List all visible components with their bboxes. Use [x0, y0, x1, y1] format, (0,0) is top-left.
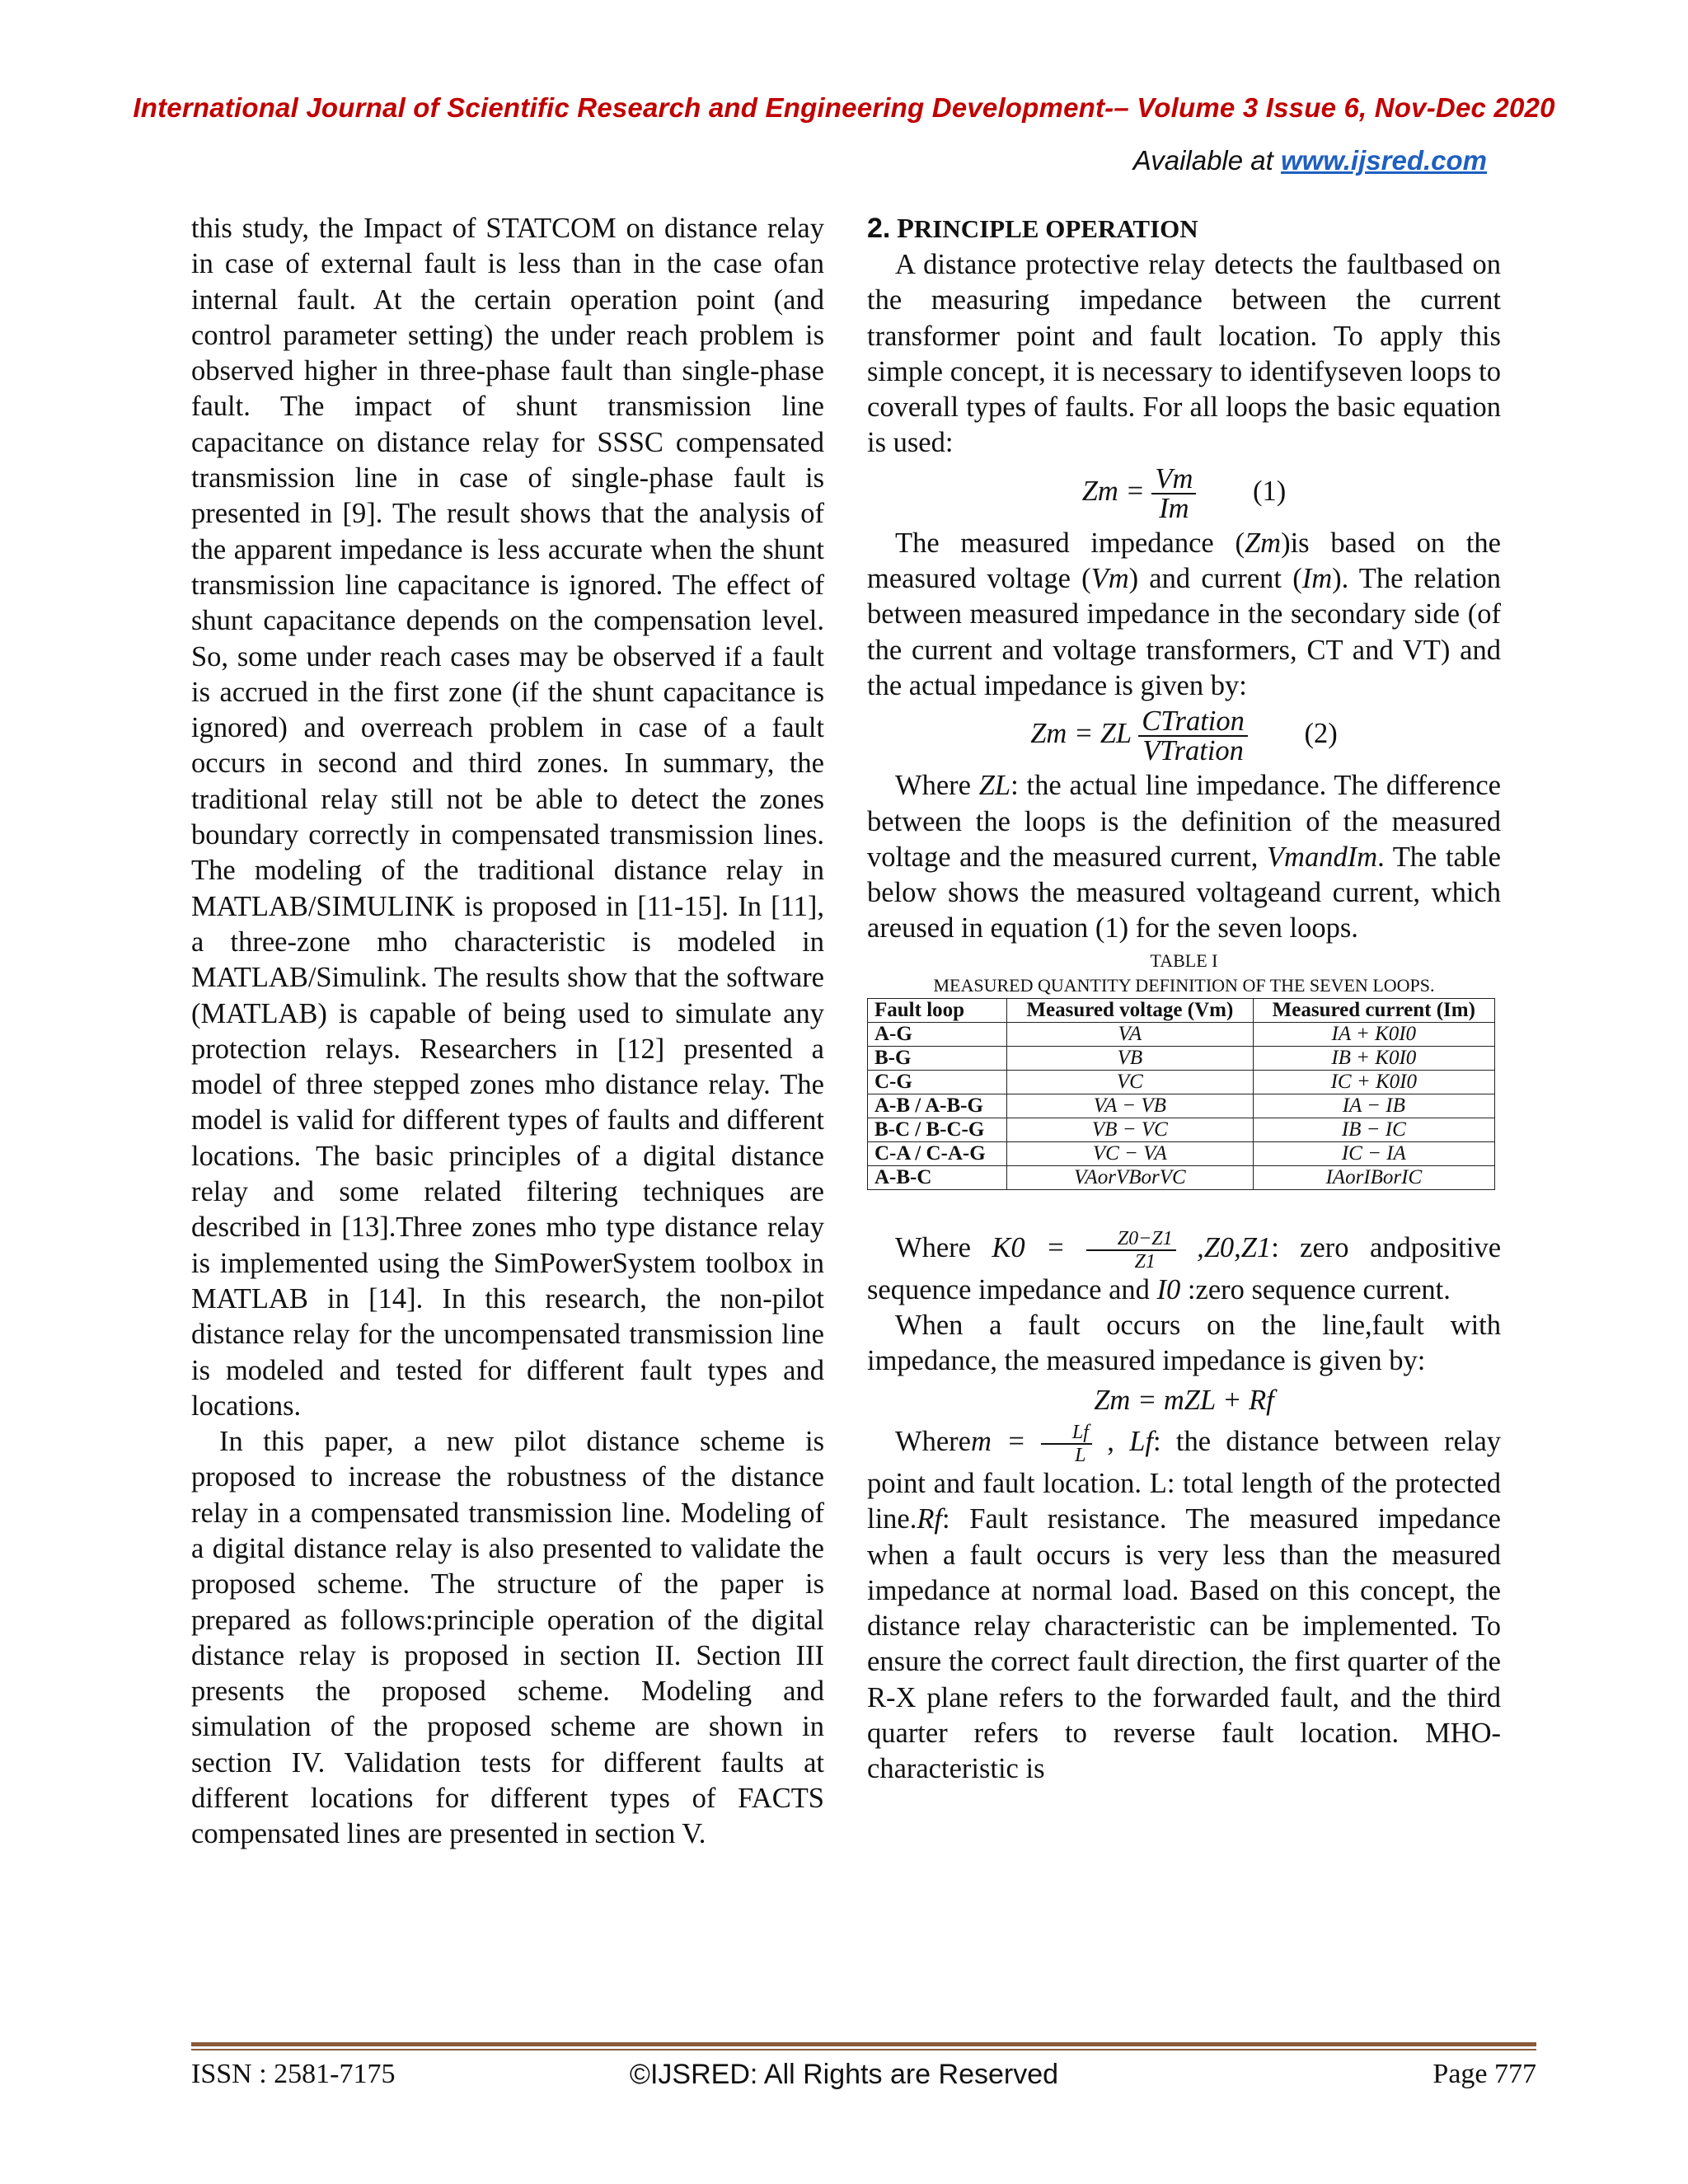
- k0-fraction: [1086, 1228, 1176, 1272]
- k0-numerator: Z0−Z1: [1086, 1228, 1176, 1251]
- table-cell: IA + K0I0: [1253, 1022, 1494, 1046]
- table-title: TABLE I: [1150, 949, 1218, 971]
- p4-i0: I0: [1156, 1273, 1181, 1305]
- section-title-initial: P: [897, 213, 914, 244]
- section-title-rest: RINCIPLE OPERATION: [913, 214, 1198, 243]
- section-heading: [867, 211, 1501, 247]
- p6-text-d: : Fault resistance. The measured impedance when a fault occurs is very less than the measured impedance at normal load. Based on this concept, the distance relay characteristic can be implemented. To ensure the correct fault direction, the first quarter of the R-X plane refers to the forwarded fault, and the third quarter refers to reverse fault location. MHO-characteristic is: [867, 1503, 1501, 1785]
- p6-comma: ,: [1107, 1425, 1114, 1457]
- measured-quantity-table: [867, 998, 1495, 1190]
- table-cell: A-B-C: [868, 1165, 1007, 1189]
- p6-lf: Lf: [1129, 1425, 1153, 1457]
- footer-divider-thick: [191, 2042, 1536, 2046]
- p4-text-d: :zero sequence current.: [1187, 1273, 1451, 1305]
- right-paragraph-2: [867, 526, 1501, 704]
- k0-denominator: Z1: [1134, 1250, 1156, 1272]
- p2-vm: Vm: [1090, 563, 1129, 595]
- p4-text-a: Where: [895, 1231, 971, 1263]
- table-cell: VA: [1007, 1022, 1254, 1046]
- p6-m: m =: [970, 1425, 1026, 1457]
- table-header-row: [868, 998, 1495, 1022]
- table-cell: IC − IA: [1253, 1141, 1494, 1165]
- p6-rf: Rf: [917, 1503, 943, 1535]
- table-row: [868, 1070, 1495, 1094]
- table-cell: A-G: [868, 1022, 1007, 1046]
- table-header-cell: Fault loop: [868, 998, 1007, 1022]
- table-row: [868, 1046, 1495, 1070]
- p3-vm-and-im: VmandIm: [1266, 841, 1378, 873]
- p3-text-b: : the actual line impedance. The difference between the loops is the definition of the measured voltage and the measured current,: [867, 770, 1501, 873]
- right-column: [867, 211, 1501, 1788]
- table-header-cell: Measured voltage (Vm): [1007, 998, 1254, 1022]
- right-paragraph-3: [867, 768, 1501, 946]
- p4-z0-z1: ,Z0,Z1: [1197, 1231, 1272, 1263]
- p3-zl: ZL: [978, 770, 1011, 802]
- p6-text-c: : the distance between relay point and fault location. L: total length of the protected line.: [867, 1425, 1502, 1535]
- eq2-label: (2): [1304, 718, 1338, 750]
- table-cell: B-G: [868, 1046, 1007, 1070]
- available-prefix: Available at: [1132, 145, 1273, 176]
- equation-1: [867, 462, 1501, 524]
- eq2-numerator: CTration: [1138, 707, 1248, 737]
- table-cell: VB: [1007, 1046, 1254, 1070]
- table-cell: C-G: [868, 1070, 1007, 1094]
- table-cell: VB − VC: [1007, 1118, 1254, 1141]
- table-cell: A-B / A-B-G: [868, 1094, 1007, 1118]
- p3-text-c: . The table below shows the measured voltageand current, which areused in equation (1) for the seven loops.: [867, 841, 1501, 944]
- table-row: [868, 1141, 1495, 1165]
- table-cell: VAorVBorVC: [1007, 1165, 1254, 1189]
- p2-text-d: ). The relation between measured impedance in the secondary side (of the current and voltage transformers, CT and VT) and the actual impedance is given by:: [867, 563, 1501, 701]
- right-paragraph-6: [867, 1422, 1501, 1788]
- table-cell: IC + K0I0: [1253, 1070, 1494, 1094]
- p2-text-c: ) and current (: [1128, 563, 1302, 595]
- table-cell: B-C / B-C-G: [868, 1118, 1007, 1141]
- p3-text-a: Where: [895, 770, 971, 802]
- footer-divider-thin: [191, 2049, 1536, 2050]
- table-caption: MEASURED QUANTITY DEFINITION OF THE SEVEN LOOPS.: [933, 974, 1435, 996]
- right-paragraph-1: A distance protective relay detects the faultbased on the measuring impedance between the current transformer point and fault location. To apply this simple concept, it is necessary to identifyseven loops to coverall types of faults. For all loops the basic equation is used:: [867, 249, 1501, 459]
- journal-header: International Journal of Scientific Research and Engineering Development-– Volume 3 Issue 6, Nov-Dec 2020: [133, 92, 1555, 123]
- table-cell: IA − IB: [1253, 1094, 1494, 1118]
- p4-text-c: : zero andpositive sequence impedance and: [867, 1231, 1502, 1305]
- eq1-numerator: Vm: [1151, 465, 1196, 494]
- eq1-label: (1): [1253, 475, 1287, 507]
- eq1-lhs: Zm =: [1081, 475, 1145, 507]
- p4-k0: K0 =: [992, 1231, 1066, 1263]
- equation-2: [867, 707, 1501, 765]
- footer-issn: ISSN : 2581-7175: [191, 2059, 396, 2089]
- equation-3: Zm = mZL + Rf: [1094, 1384, 1274, 1416]
- section-number: 2.: [867, 213, 891, 244]
- left-column: [191, 211, 824, 1853]
- table-cell: IB − IC: [1253, 1118, 1494, 1141]
- table-cell: VC − VA: [1007, 1141, 1254, 1165]
- eq1-denominator: Im: [1159, 492, 1189, 524]
- eq2-denominator: VTration: [1142, 735, 1244, 767]
- p2-text-a: The measured impedance (: [895, 527, 1245, 559]
- m-fraction: [1041, 1422, 1092, 1466]
- footer-rights: ©IJSRED: All Rights are Reserved: [629, 2059, 1059, 2090]
- table-cell: IB + K0I0: [1253, 1046, 1494, 1070]
- p2-text-b: )is based on the measured voltage (: [867, 527, 1501, 595]
- table-cell: VC: [1007, 1070, 1254, 1094]
- eq1-fraction: [1151, 462, 1196, 524]
- table-row: [868, 1118, 1495, 1141]
- available-at: [1133, 145, 1487, 176]
- right-paragraph-4: [867, 1228, 1501, 1308]
- journal-website-link[interactable]: www.ijsred.com: [1280, 145, 1487, 176]
- p2-im: Im: [1301, 563, 1333, 595]
- table-row: [868, 1094, 1495, 1118]
- left-paragraph-2: In this paper, a new pilot distance scheme is proposed to increase the robustness of the distance relay in a compensated transmission line. Modeling of a digital distance relay is also presented to validate the proposed scheme. The structure of the paper is prepared as follows:principle operation of the digital distance relay is proposed in section II. Section III presents the proposed scheme. Modeling and simulation of the proposed scheme are shown in section IV. Validation tests for different faults at different locations for different types of FACTS compensated lines are presented in section V.: [191, 1426, 824, 1850]
- m-denominator: L: [1075, 1444, 1086, 1466]
- table-header-cell: Measured current (Im): [1253, 998, 1494, 1022]
- eq2-lhs: Zm = ZL: [1030, 718, 1132, 750]
- left-paragraph-1: this study, the Impact of STATCOM on distance relay in case of external fault is less than in the case ofan internal fault. At the certain operation point (and control parameter setting) the under reach problem is observed higher in three-phase fault than single-phase fault. The impact of shunt transmission line capacitance on distance relay for SSSC compensated transmission line in case of single-phase fault is presented in [9]. The result shows that the analysis of the apparent impedance is less accurate when the shunt transmission line capacitance is ignored. The effect of shunt capacitance depends on the compensation level. So, some under reach cases may be observed if a fault is accrued in the first zone (if the shunt capacitance is ignored) and overreach problem in case of a fault occurs in second and third zones. In summary, the traditional relay still not be able to detect the zones boundary correctly in compensated transmission lines. The modeling of the traditional distance relay in MATLAB/SIMULINK is proposed in [11-15]. In [11], a three-zone mho characteristic is modeled in MATLAB/Simulink. The results show that the software (MATLAB) is capable of being used to simulate any protection relays. Researchers in [12] presented a model of three stepped zones mho distance relay. The model is valid for different types of faults and different locations. The basic principles of a digital distance relay and some related filtering techniques are described in [13].Three zones mho type distance relay is implemented using the SimPowerSystem toolbox in MATLAB in [14]. In this research, the non-pilot distance relay for the uncompensated transmission line is modeled and tested for different fault types and locations.: [191, 213, 824, 1422]
- table-cell: C-A / C-A-G: [868, 1141, 1007, 1165]
- right-paragraph-5: When a fault occurs on the line,fault with impedance, the measured impedance is given by:: [867, 1310, 1501, 1377]
- footer-page-number: Page 777: [1432, 2059, 1536, 2089]
- m-numerator: Lf: [1041, 1422, 1092, 1445]
- table-cell: VA − VB: [1007, 1094, 1254, 1118]
- p2-zm: Zm: [1244, 527, 1282, 559]
- table-cell: IAorIBorIC: [1253, 1165, 1494, 1189]
- eq2-fraction: [1138, 707, 1248, 765]
- table-row: [868, 1022, 1495, 1046]
- table-row: [868, 1165, 1495, 1189]
- p6-text-a: Where: [895, 1425, 971, 1457]
